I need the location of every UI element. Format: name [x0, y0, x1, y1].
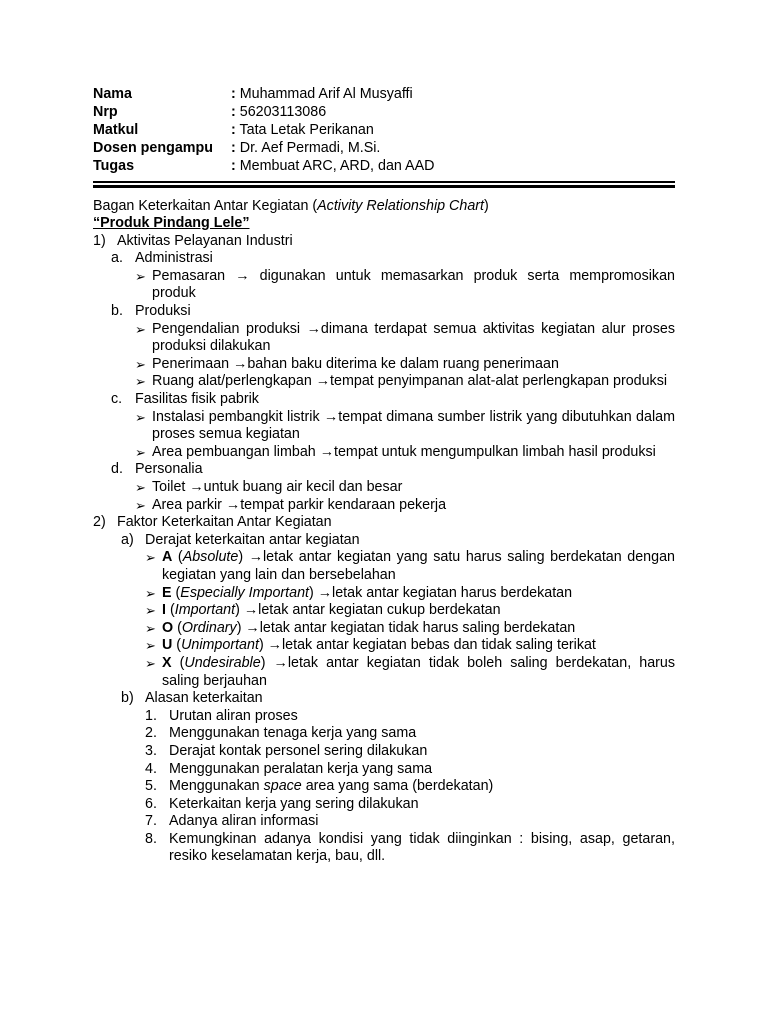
reason-item: 7. Adanya aliran informasi [145, 813, 319, 830]
arrow-bullet-icon: ➢ [135, 356, 146, 372]
arrow-bullet-icon: ➢ [135, 497, 146, 513]
header-block [93, 85, 675, 175]
list-item: ➢ Area parkir →tempat parkir kendaraan pekerja [135, 496, 447, 513]
header-label: Dosen pengampu [93, 140, 213, 156]
header-label: Nrp [93, 104, 118, 120]
header-label: Nama [93, 86, 132, 102]
section-heading: 2) Faktor Keterkaitan Antar Kegiatan [93, 514, 332, 531]
header-row-dosen [93, 139, 675, 157]
relationship-code-item: ➢ O (Ordinary) →letak antar kegiatan tidak harus saling berdekatan [145, 619, 576, 636]
header-value: Muhammad Arif Al Musyaffi [239, 86, 413, 102]
arrow-bullet-icon: ➢ [135, 444, 146, 460]
header-separator: : [231, 104, 236, 120]
intro-line: Bagan Keterkaitan Antar Kegiatan (Activity Relationship Chart) [93, 197, 489, 214]
reason-item: 5. Menggunakan space area yang sama (berdekatan) [145, 778, 494, 795]
header-divider [93, 181, 675, 188]
subsection-heading: b. Produksi [111, 303, 191, 320]
document-subtitle: “Produk Pindang Lele” [93, 215, 250, 232]
header-separator: : [231, 158, 236, 174]
reason-item: 4. Menggunakan peralatan kerja yang sama [145, 760, 433, 777]
list-item: ➢ Area pembuangan limbah →tempat untuk mengumpulkan limbah hasil produksi [135, 443, 656, 460]
header-value: 56203113086 [239, 104, 327, 120]
header-separator: : [231, 86, 236, 102]
document-page [93, 85, 675, 866]
list-item: ➢ Toilet →untuk buang air kecil dan besar [135, 479, 403, 495]
arrow-bullet-icon: ➢ [145, 603, 156, 619]
subsection-heading: c. Fasilitas fisik pabrik [111, 391, 259, 408]
subsection-heading: d. Personalia [111, 461, 203, 478]
header-value: Membuat ARC, ARD, dan AAD [239, 158, 435, 174]
header-separator: : [231, 122, 236, 138]
list-item: ➢ Pengendalian produksi →dimana terdapat semua aktivitas kegiatan alur proses produksi dilakukan [135, 320, 675, 355]
reason-item: 2. Menggunakan tenaga kerja yang sama [145, 725, 417, 742]
header-value: Tata Letak Perikanan [239, 122, 374, 138]
relationship-code-item: ➢ I (Important) →letak antar kegiatan cukup berdekatan [145, 602, 501, 619]
arrow-bullet-icon: ➢ [145, 638, 156, 654]
header-row-nrp [93, 103, 675, 121]
header-label: Tugas [93, 158, 135, 174]
subsection-heading: a. Administrasi [111, 250, 213, 267]
arrow-bullet-icon: ➢ [135, 409, 146, 425]
subsection-heading: a) Derajat keterkaitan antar kegiatan [121, 531, 360, 548]
list-item: ➢ Pemasaran → digunakan untuk memasarkan produk serta mempromosikan produk [135, 267, 675, 302]
reason-item: 1. Urutan aliran proses [145, 707, 298, 724]
header-label: Matkul [93, 122, 139, 138]
relationship-code-item: ➢ E (Especially Important) →letak antar kegiatan harus berdekatan [145, 584, 573, 601]
header-row-nama [93, 85, 675, 103]
header-separator: : [231, 140, 236, 156]
list-item: ➢ Instalasi pembangkit listrik →tempat dimana sumber listrik yang dibutuhkan dalam proses semua kegiatan [135, 408, 675, 443]
arrow-bullet-icon: ➢ [135, 480, 146, 495]
arrow-bullet-icon: ➢ [145, 620, 156, 636]
header-row-tugas [93, 157, 675, 175]
arrow-bullet-icon: ➢ [145, 655, 156, 671]
subsection-heading: b) Alasan keterkaitan [121, 690, 263, 707]
header-value: Dr. Aef Permadi, M.Si. [239, 140, 381, 156]
arrow-bullet-icon: ➢ [135, 268, 146, 284]
list-item: ➢ Ruang alat/perlengkapan →tempat penyimpanan alat-alat perlengkapan produksi [135, 373, 668, 390]
relationship-code-item: ➢ X (Undesirable) →letak antar kegiatan tidak boleh saling berdekatan, harus saling berjauhan [145, 654, 676, 689]
header-row-matkul [93, 121, 675, 139]
arrow-bullet-icon: ➢ [145, 550, 156, 566]
arrow-bullet-icon: ➢ [145, 585, 156, 601]
reason-item: 8. Kemungkinan adanya kondisi yang tidak diinginkan : bising, asap, getaran, resiko keselamatan kerja, bau, dll. [145, 830, 675, 865]
section-heading: 1) Aktivitas Pelayanan Industri [93, 232, 293, 249]
relationship-code-item: ➢ U (Unimportant) →letak antar kegiatan bebas dan tidak saling terikat [145, 637, 596, 654]
relationship-code-item: ➢ A (Absolute) →letak antar kegiatan yang satu harus saling berdekatan dengan kegiatan yang lain dan bersebelahan [145, 549, 675, 583]
arrow-bullet-icon: ➢ [135, 374, 146, 390]
reason-item: 6. Keterkaitan kerja yang sering dilakukan [145, 795, 419, 812]
list-item: ➢ Penerimaan →bahan baku diterima ke dalam ruang penerimaan [135, 355, 559, 372]
reason-item: 3. Derajat kontak personel sering dilakukan [145, 742, 428, 759]
arrow-bullet-icon: ➢ [135, 321, 146, 337]
